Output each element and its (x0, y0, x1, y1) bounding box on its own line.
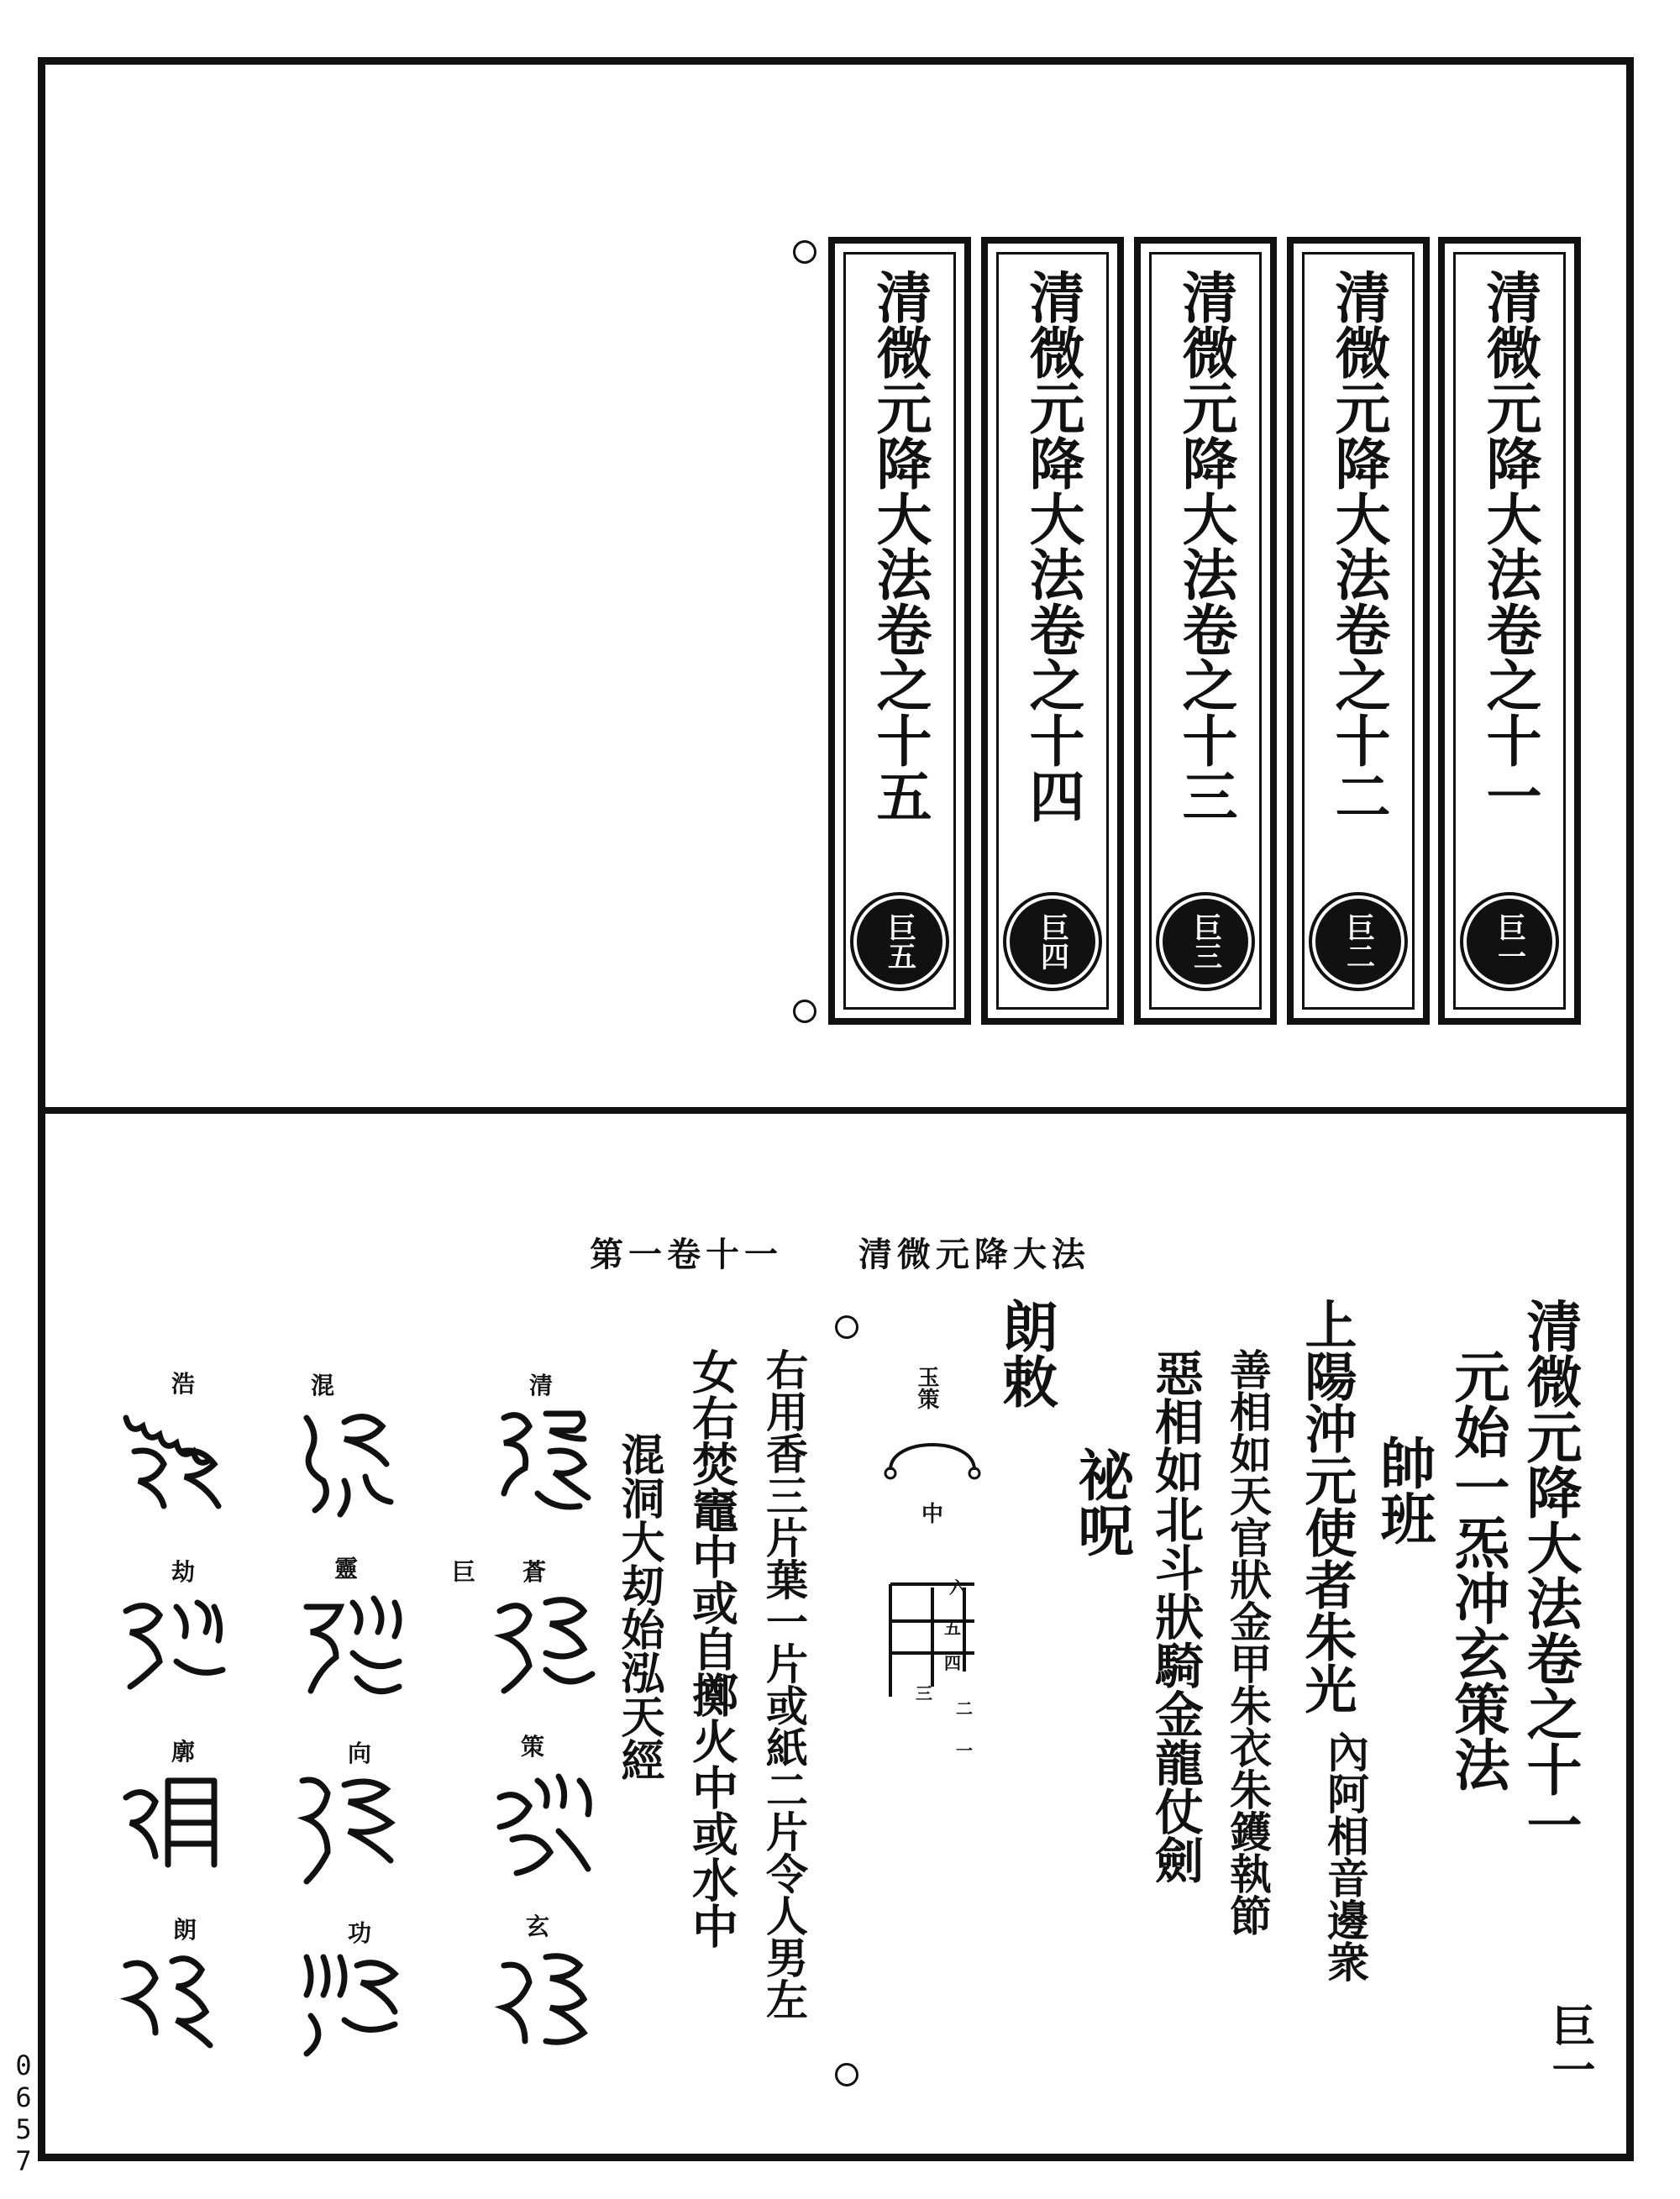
seal-glyph (294, 1586, 412, 1720)
spine-title: 清微元降大法卷之十四 (1020, 269, 1085, 823)
diagram-center-label: 中 (921, 1502, 944, 1527)
seal-caption: 玄 (526, 1913, 550, 1940)
seal-caption: 清 (529, 1372, 554, 1399)
text-column: 祕呪 (1068, 1446, 1134, 1557)
diagram-number: 二 (956, 1698, 973, 1719)
seal-caption: 策 (521, 1733, 545, 1761)
seal-glyph (118, 1764, 235, 1898)
diagram-number: 五 (944, 1618, 961, 1638)
diagram-number: 一 (956, 1740, 973, 1761)
text-column: 朗敕 (993, 1298, 1058, 1409)
seal-caption: 混 (311, 1372, 335, 1399)
seal-glyph (294, 1401, 412, 1535)
running-title-page: 第一 (590, 1235, 668, 1274)
seal-glyph (118, 1586, 235, 1720)
text-column: 惡相如北斗狀騎金龍仗劍 (1147, 1348, 1204, 1884)
text-column: 混洞大刧始泓天經 (613, 1432, 664, 1782)
diagram-lines (874, 1420, 991, 1697)
text-column: 內阿相音邊衆 (1320, 1730, 1370, 1982)
margin-mark: 巨一 (1544, 2003, 1595, 2091)
seal-glyph (294, 1940, 412, 2075)
book-spine (1438, 237, 1581, 1025)
spine-title: 清微元降大法卷之十一 (1477, 269, 1542, 823)
side-mark: 巨 (452, 1558, 476, 1586)
book-spine (828, 237, 971, 1025)
seal-glyph (118, 1940, 235, 2075)
seal-caption: 蒼 (522, 1558, 547, 1586)
seal-glyph (487, 1940, 605, 2075)
seal-glyph (487, 1764, 605, 1898)
running-title-juan: 卷十一 (667, 1235, 784, 1274)
volume-badge: 巨四 (1010, 899, 1095, 984)
running-title-book: 清微元降大法 (858, 1235, 1090, 1274)
spine-title: 清微元降大法卷之十二 (1326, 269, 1391, 823)
volume-badge: 巨二 (1315, 899, 1401, 984)
binding-hole-top (793, 240, 816, 264)
seal-caption: 功 (348, 1919, 372, 1947)
volume-badge: 巨一 (1467, 899, 1552, 984)
text-column: 帥班 (1371, 1435, 1436, 1546)
seal-glyph (118, 1401, 235, 1535)
text-column: 元始一炁冲玄策法 (1445, 1348, 1510, 1792)
page-number: 0657 (8, 2049, 39, 2177)
seal-caption: 朗 (173, 1916, 197, 1944)
text-column: 清微元降大法卷之十一 (1517, 1298, 1583, 1852)
text-column: 善相如天官狀金甲朱衣朱鑊執節 (1223, 1348, 1273, 1936)
diagram-top-label: 玉策 (914, 1366, 939, 1409)
running-title (0, 1228, 1680, 1276)
binding-hole-top-lower (835, 1315, 858, 1339)
book-spine (1134, 237, 1277, 1025)
book-spine (1287, 237, 1430, 1025)
seal-caption: 劫 (171, 1558, 196, 1586)
seal-caption: 靈 (334, 1555, 359, 1582)
seal-caption: 向 (348, 1740, 372, 1767)
volume-badge: 巨五 (857, 899, 942, 984)
seal-glyph (294, 1764, 412, 1898)
binding-hole-bottom (793, 1000, 816, 1023)
book-spine (981, 237, 1124, 1025)
volume-badge: 巨三 (1163, 899, 1248, 984)
text-column: 上陽沖元使者朱光 (1296, 1298, 1357, 1714)
diagram-number: 六 (949, 1577, 966, 1598)
seal-caption: 廓 (171, 1738, 196, 1766)
seal-glyph (487, 1401, 605, 1535)
diagram-number: 三 (916, 1683, 932, 1703)
section-divider (38, 1107, 1634, 1114)
spine-title: 清微元降大法卷之十三 (1173, 269, 1238, 823)
spine-title: 清微元降大法卷之十五 (867, 269, 932, 823)
diagram-number: 四 (944, 1653, 961, 1673)
seal-caption: 浩 (171, 1370, 196, 1398)
text-column: 右用香三片葉一片或紙二片令人男左 (759, 1348, 809, 2020)
seal-glyph (487, 1586, 605, 1720)
text-column: 女右焚竈中或自擲火中或水中 (685, 1348, 739, 1949)
binding-hole-bottom-lower (835, 2063, 858, 2086)
